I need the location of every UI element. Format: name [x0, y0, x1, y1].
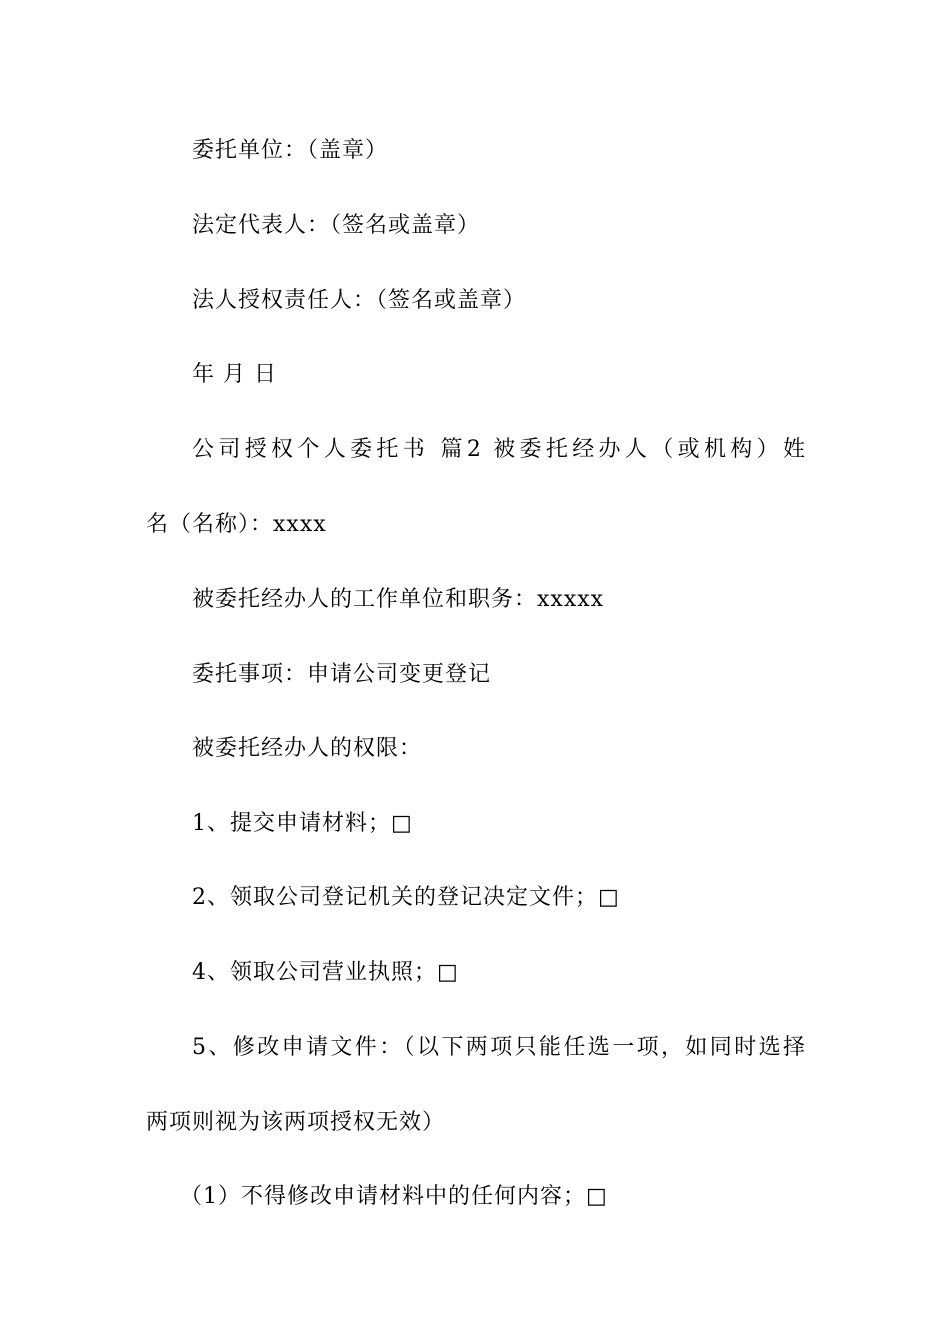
matter-line: 委托事项：申请公司变更登记 — [192, 662, 492, 687]
sub-option-1: （1）不得修改申请材料中的任何内容；□ — [180, 1184, 608, 1209]
permission-item-4: 4、领取公司营业执照；□ — [192, 960, 459, 985]
agent-employer-line: 被委托经办人的工作单位和职务：xxxxx — [192, 587, 605, 612]
section-heading-line: 公司授权个人委托书 篇2 被委托经办人（或机构）姓 — [192, 437, 806, 462]
permission-item-1: 1、提交申请材料；□ — [192, 811, 413, 836]
permissions-heading: 被委托经办人的权限： — [192, 736, 423, 761]
permission-item-5-continued: 两项则视为该两项授权无效） — [146, 1110, 446, 1135]
authorized-person-line: 法人授权责任人：（签名或盖章） — [192, 288, 527, 313]
entrusting-unit-line: 委托单位：（盖章） — [192, 138, 389, 163]
permission-item-5: 5、修改申请文件：（以下两项只能任选一项，如同时选择 — [192, 1035, 806, 1060]
permission-item-2: 2、领取公司登记机关的登记决定文件；□ — [192, 885, 620, 910]
date-line: 年 月 日 — [192, 362, 277, 387]
agent-name-line: 名（名称）：xxxx — [146, 512, 327, 537]
legal-representative-line: 法定代表人：（签名或盖章） — [192, 213, 481, 238]
